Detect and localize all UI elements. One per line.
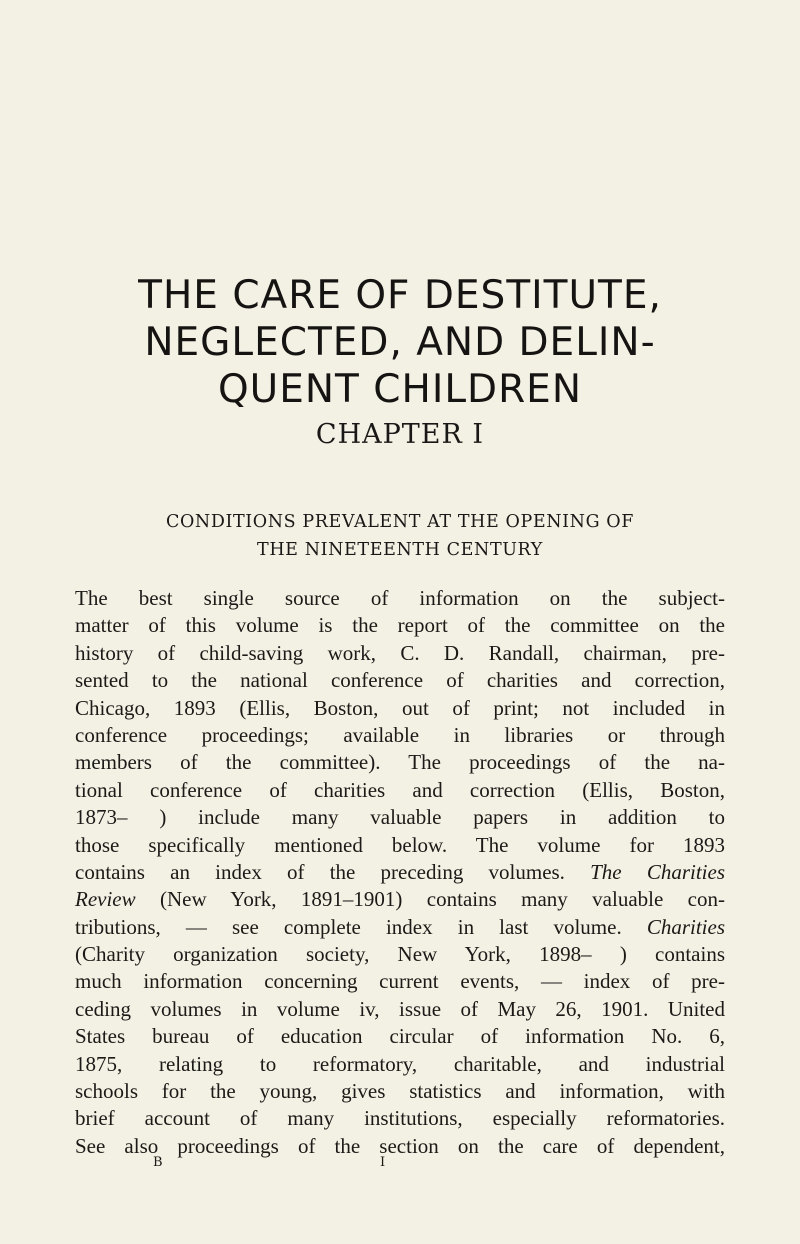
body-line bbox=[75, 941, 725, 968]
body-text-run: tional conference of charities and correction (Ellis, Boston, bbox=[75, 777, 725, 802]
body-line bbox=[75, 886, 725, 913]
body-text-run: See also proceedings of the section on the care of dependent, bbox=[75, 1133, 725, 1158]
body-text-run: contains an index of the preceding volumes. bbox=[75, 859, 591, 884]
body-text-run: tributions, — see complete index in last volume. bbox=[75, 914, 647, 939]
body-line bbox=[75, 1078, 725, 1105]
body-text-run: 1873– ) include many valuable papers in addition to bbox=[75, 805, 725, 830]
body-line bbox=[75, 1023, 725, 1050]
body-line bbox=[75, 667, 725, 694]
body-text-run: much information concerning current events, — index of pre- bbox=[75, 969, 725, 994]
body-line bbox=[75, 722, 725, 749]
body-text-run: Chicago, 1893 (Ellis, Boston, out of print; not included in bbox=[75, 695, 725, 720]
body-text-run: 1875, relating to reformatory, charitable, and industrial bbox=[75, 1051, 725, 1076]
body-text-run: (New York, 1891–1901) contains many valuable con- bbox=[135, 887, 725, 912]
chapter-subtitle-line: THE NINETEENTH CENTURY bbox=[257, 540, 543, 560]
italic-title-text: Review bbox=[75, 887, 136, 912]
body-line bbox=[75, 1051, 725, 1078]
italic-title-text: Charities bbox=[646, 914, 725, 939]
body-line bbox=[75, 749, 725, 776]
body-line bbox=[75, 996, 725, 1023]
body-text-run: (Charity organization society, New York, 1898– ) contains bbox=[75, 942, 725, 967]
body-text-run: schools for the young, gives statistics and information, with bbox=[75, 1079, 725, 1104]
body-text-run: States bureau of education circular of information No. 6, bbox=[75, 1024, 725, 1049]
signature-letter: B bbox=[153, 1155, 163, 1170]
chapter-subtitle-line: CONDITIONS PREVALENT AT THE OPENING OF bbox=[166, 512, 634, 532]
body-line bbox=[75, 859, 725, 886]
book-title-line: QUENT CHILDREN bbox=[217, 367, 582, 412]
italic-title-text: The Charities bbox=[590, 859, 725, 884]
body-line bbox=[75, 640, 725, 667]
body-text-run: The best single source of information on the subject- bbox=[75, 586, 725, 610]
body-text-run: sented to the national conference of charities and correction, bbox=[75, 668, 725, 693]
body-text-run: history of child-saving work, C. D. Randall, chairman, pre- bbox=[75, 640, 725, 665]
signature-number: I bbox=[380, 1155, 386, 1170]
body-line bbox=[75, 777, 725, 804]
book-title-line: THE CARE OF DESTITUTE, bbox=[138, 273, 662, 318]
body-line bbox=[75, 612, 725, 639]
body-line bbox=[75, 832, 725, 859]
body-text-run: ceding volumes in volume iv, issue of May 26, 1901. United bbox=[75, 996, 725, 1021]
book-title bbox=[60, 272, 740, 413]
body-line bbox=[75, 914, 725, 941]
body-text-run: brief account of many institutions, especially reformatories. bbox=[75, 1106, 725, 1131]
body-line bbox=[75, 968, 725, 995]
body-line bbox=[75, 585, 725, 612]
body-line bbox=[75, 1105, 725, 1132]
body-line bbox=[75, 1133, 725, 1160]
book-title-line: NEGLECTED, AND DELIN- bbox=[144, 320, 656, 365]
body-text-run: members of the committee). The proceedings of the na- bbox=[75, 750, 725, 775]
chapter-heading: CHAPTER I bbox=[315, 419, 485, 450]
body-paragraph bbox=[75, 585, 725, 1160]
body-line bbox=[75, 695, 725, 722]
body-text-run: matter of this volume is the report of the committee on the bbox=[75, 613, 725, 638]
body-text-run: those specifically mentioned below. The volume for 1893 bbox=[75, 832, 725, 857]
chapter-subtitle bbox=[60, 508, 740, 564]
body-line bbox=[75, 804, 725, 831]
body-text-run: conference proceedings; available in libraries or through bbox=[75, 722, 725, 747]
